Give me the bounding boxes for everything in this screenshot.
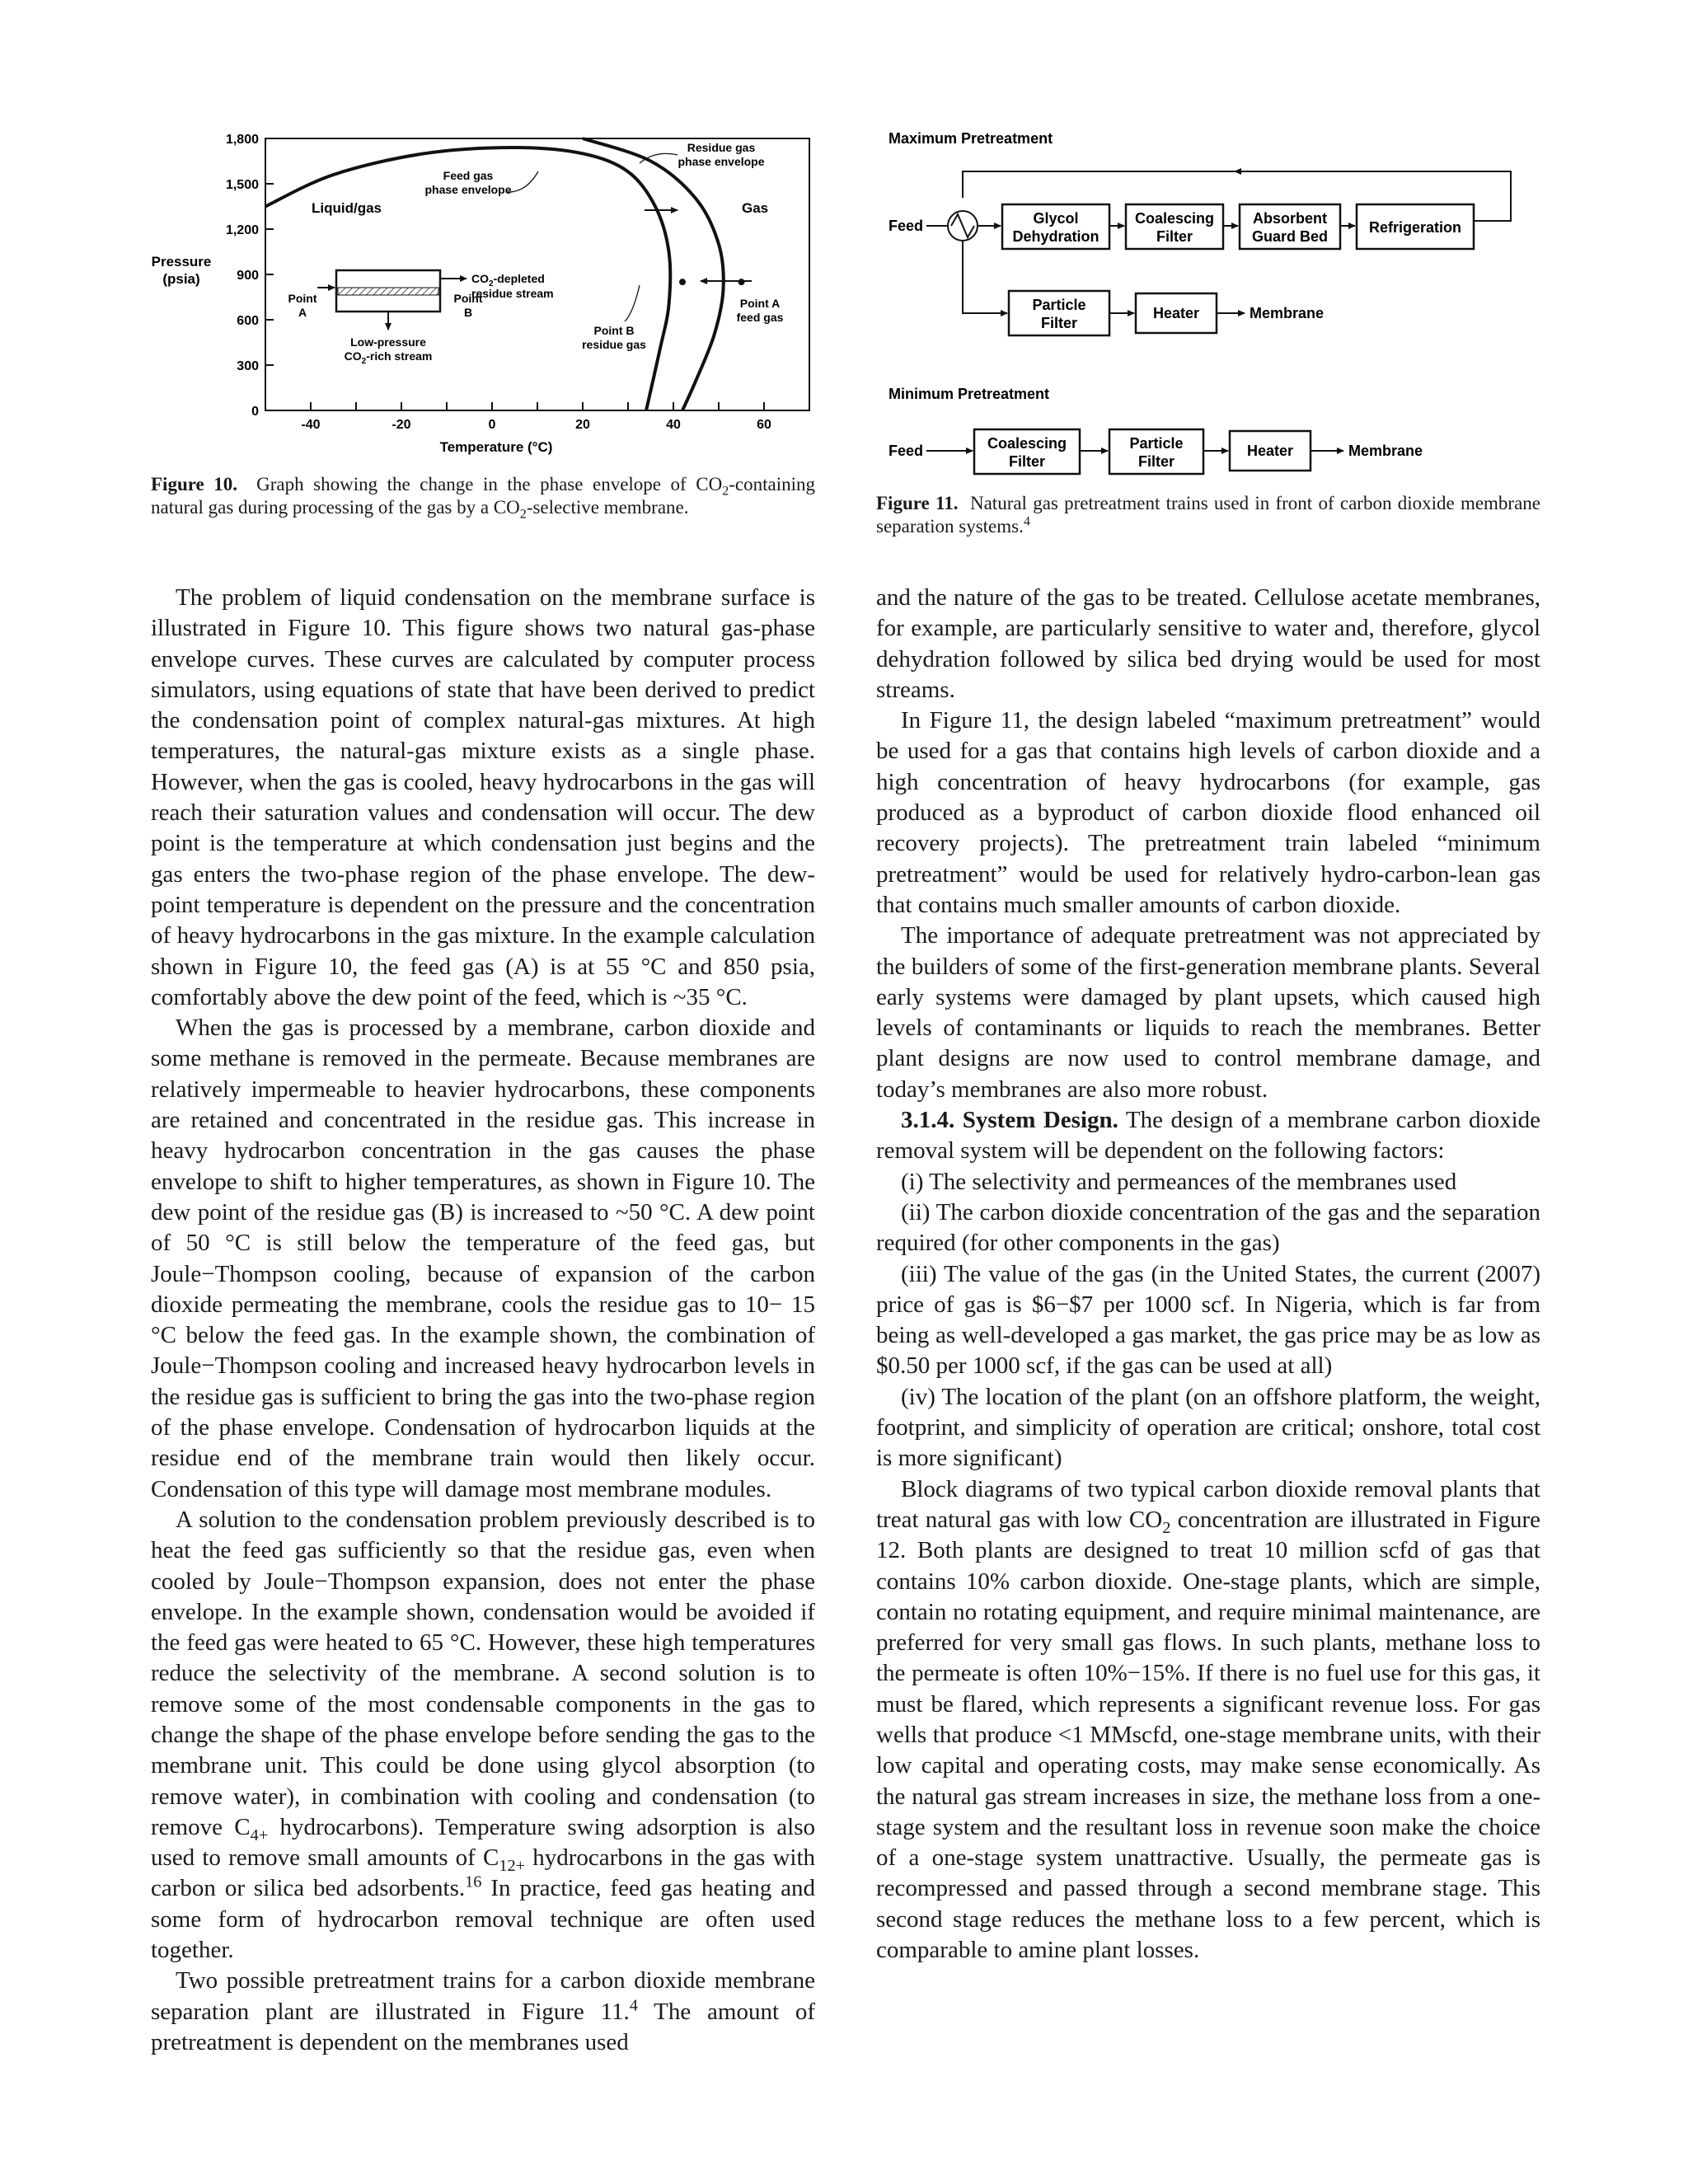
max-membrane-label: Membrane [1250,305,1325,321]
point-a-left-l1: Point [288,292,317,305]
absorbent-label-2: Guard Bed [1251,228,1329,245]
refrigeration-label: Refrigeration [1368,219,1462,236]
min-coalescing-label-2: Filter [1008,453,1046,470]
max-particle-label-2: Filter [1040,315,1078,331]
y-axis-label-line2: (psia) [162,271,200,287]
left-paragraph-2: When the gas is processed by a membrane, carbon dioxide and some methane is removed in the permeate. Because membranes are relatively impermeable to heavier hydrocarbons, these components are retained and concentrated in the residue gas. This increase in heavy hydrocarbon concentration in the gas causes the phase envelope to shift to higher temperatures, as shown in Figure 10. The dew point of the residue gas (B) is increased to ~50 °C. A dew point of 50 °C is still below the temperature of the feed gas, but Joule−Thompson cooling, because of expansion of the carbon dioxide permeating the membrane, cools the residue gas to 10− 15 °C below the feed gas. In the example shown, the combination of Joule−Thompson cooling and increased heavy hydrocarbon levels in the residue gas is sufficient to bring the gas into the two-phase region of the phase envelope. Condensation of hydrocarbon liquids at the residue end of the membrane train would then likely occur. Condensation of this type will damage most membrane modules. [151,1015,815,1502]
left-text-column [151,583,815,2058]
max-particle-label-1: Particle [1032,297,1086,313]
left-paragraph-4: Two possible pretreatment trains for a carbon dioxide membrane separation plant are illustrated in Figure 11.$^4$ The amount of pretreatment is dependent on the membranes used [151,1967,815,2055]
factor-item-4: (iv) The location of the plant (on an offshore platform, the weight, footprint, and simplicity of operation are critical; onshore, total cost is more significant) [876,1383,1540,1472]
max-pretreatment-title: Maximum Pretreatment [889,130,1053,147]
max-coalescing-label-2: Filter [1156,228,1193,245]
point-b-left-l2: B [463,306,473,319]
exchanger-to-particle-line [963,241,1007,313]
y-axis-ticks [226,133,274,419]
point-b-left-l1: Point [453,292,483,305]
y-tick-label: 1,200 [225,223,259,237]
y-tick-label: 1,500 [225,178,259,192]
x-tick-label: -20 [392,418,411,432]
min-heater-label: Heater [1246,443,1294,459]
factor-item-3: (iii) The value of the gas (in the United States, the current (2007) price of gas is $6−$7 per 1000 scf. In Nigeria, which is far from being as well-developed a gas market, the gas price may be as low as $0.50 per 1000 scf, if the gas can be used at all) [876,1260,1540,1380]
point-a-feed-label-1: Point A [739,297,781,310]
factor-item-2: (ii) The carbon dioxide concentration of the gas and the separation required (for other components in the gas) [876,1198,1540,1257]
residue-envelope-label-1: Residue gas [687,141,756,154]
right-paragraph-5: Block diagrams of two typical carbon dioxide removal plants that treat natural gas with low $CO_2$ concentration are illustrated in Figure 12. Both plants are designed to treat 10 million scfd of gas that contains 10% carbon dioxide. One-stage plants, which are simple, contain no rotating equipment, and require minimal maintenance, are preferred for very small gas flows. In such plants, methane loss to the permeate is often 10%−15%. If there is no fuel use for this gas, it must be flared, which represents a significant revenue loss. For gas wells that produce <1 MMscfd, one-stage membrane units, with their low capital and operating costs, may make sense economically. As the natural gas stream increases in size, the methane loss from a one-stage system and the resultant loss in revenue soon make the choice of a one-stage system unattractive. Usually, the permeate gas is recompressed and passed through a second membrane stage. This second stage reduces the methane loss to a few percent, which is comparable to amine plant losses. [876,1475,1540,1964]
right-text-column [876,583,1540,1966]
max-coalescing-label-1: Coalescing [1134,210,1215,227]
min-particle-label-1: Particle [1129,435,1184,452]
left-paragraph-1: The problem of liquid condensation on the membrane surface is illustrated in Figure 10. This figure shows two natural gas-phase envelope curves. These curves are calculated by computer process simulators, using equations of state that have been derived to predict the condensation point of complex natural-gas mixtures. At high temperatures, the natural-gas mixture exists as a single phase. However, when the gas is cooled, heavy hydrocarbons in the gas will reach their saturation values and condensation will occur. The dew point is the temperature at which condensation just begins and the gas enters the two-phase region of the phase envelope. The dew-point temperature is dependent on the pressure and the concentration of heavy hydrocarbons in the gas mixture. In the example calculation shown in Figure 10, the feed gas (A) is at 55 °C and 850 psia, comfortably above the dew point of the feed, which is ~35 °C. [151,584,815,1010]
point-b-residue-label-2: residue gas [582,338,646,351]
point-a-feed-gas-marker [738,279,745,285]
feed-envelope-leader [507,171,538,192]
min-pretreatment-title: Minimum Pretreatment [889,386,1050,402]
left-paragraph-3: A solution to the condensation problem previously described is to heat the feed gas sufficiently so that the residue gas, even when cooled by Joule−Thompson expansion, does not enter the phase envelope. In the example shown, condensation would be avoided if the feed gas were heated to 65 °C. However, these high temperatures reduce the selectivity of the membrane. A second solution is to remove some of the most condensable components in the gas to change the shape of the phase envelope before sending the gas to the membrane unit. This could be done using glycol absorption (to remove water), in combination with cooling and condensation (to remove $C_{4+}$ hydrocarbons). Temperature swing adsorption is also used to remove small amounts of $C_{12+}$ hydrocarbons in the gas with carbon or silica bed adsorbents.$^{16}$ In practice, feed gas heating and some form of hydrocarbon removal technique are often used together. [151,1506,816,1964]
x-tick-label: 0 [488,418,496,432]
glycol-label-1: Glycol [1033,210,1079,227]
residue-envelope-label-2: phase envelope [678,155,765,168]
point-a-feed-label-2: feed gas [736,311,784,324]
low-pressure-label-1: Low-pressure [350,335,426,349]
y-tick-label: 600 [237,314,259,328]
low-pressure-label-2: $CO_2$-rich stream [344,349,433,366]
membrane-hatch [338,288,438,295]
x-tick-label: 40 [666,418,681,432]
liquid-gas-label: Liquid/gas [312,200,382,216]
max-heater-label: Heater [1152,305,1200,321]
x-tick-label: 60 [757,418,771,432]
factor-item-1: (i) The selectivity and permeances of the membranes used [901,1168,1457,1195]
x-tick-label: -40 [301,418,321,432]
point-b-residue-label-1: Point B [593,324,635,337]
x-axis-ticks [301,402,771,432]
point-b-residue-gas-marker [679,279,686,285]
section-heading: 3.1.4. System Design. [901,1107,1118,1134]
min-particle-label-2: Filter [1137,453,1175,470]
right-paragraph-3: The importance of adequate pretreatment was not appreciated by the builders of some of the first-generation membrane plants. Several early systems were damaged by plant upsets, which caused high levels of contaminants or liquids to reach the membranes. Better plant designs are now used to control membrane damage, and today’s membranes are also more robust. [876,922,1540,1103]
figure-11-diagram [889,122,1531,476]
min-coalescing-label-1: Coalescing [987,435,1067,452]
glycol-label-2: Dehydration [1012,228,1100,245]
co2-depleted-label-1: $CO_2$-depleted [471,272,545,288]
figure-10-chart [140,122,832,468]
y-tick-label: 300 [237,359,259,373]
feed-envelope-label-1: Feed gas [443,169,494,182]
feed-envelope-label-2: phase envelope [424,183,512,196]
co2-depleted-label-2: residue stream [471,287,554,300]
x-tick-label: 20 [575,418,590,432]
right-paragraph-1: and the nature of the gas to be treated. Cellulose acetate membranes, for example, are particularly sensitive to water and, therefore, glycol dehydration followed by silica bed drying would be used for most streams. [876,584,1540,703]
gas-label: Gas [742,200,769,216]
y-axis-label-line1: Pressure [151,254,212,269]
figure-10-caption: Figure 10. Graph showing the change in the phase envelope of $CO_2$-containing natural gas during processing of the gas by a $CO_2$-selective membrane. [151,474,816,522]
max-feed-label: Feed [889,218,924,234]
right-paragraph-2: In Figure 11, the design labeled “maximum pretreatment” would be used for a gas that contains high levels of carbon dioxide and a high concentration of heavy hydrocarbons (for example, gas produced as a byproduct of carbon dioxide flood enhanced oil recovery projects). The pretreatment train labeled “minimum pretreatment” would be used for relatively hydro-carbon-lean gas that contains much smaller amounts of carbon dioxide. [876,707,1540,918]
min-feed-label: Feed [889,443,924,459]
point-a-left-l2: A [298,306,307,319]
section-3-1-4-paragraph: 3.1.4. System Design. The design of a membrane carbon dioxide removal system will be dependent on the following factors: [876,1107,1541,1165]
point-b-residue-leader [625,285,640,321]
y-tick-label: 1,800 [225,133,259,147]
y-tick-label: 0 [251,405,259,419]
y-tick-label: 900 [237,269,259,283]
min-membrane-label: Membrane [1348,443,1423,459]
x-axis-label: Temperature (°C) [439,439,553,455]
figure-11-caption: Figure 11. Natural gas pretreatment trains used in front of carbon dioxide membrane separation systems.$^4$ [876,493,1541,537]
absorbent-label-1: Absorbent [1253,210,1327,227]
residue-gas-phase-envelope-curve [583,138,724,410]
